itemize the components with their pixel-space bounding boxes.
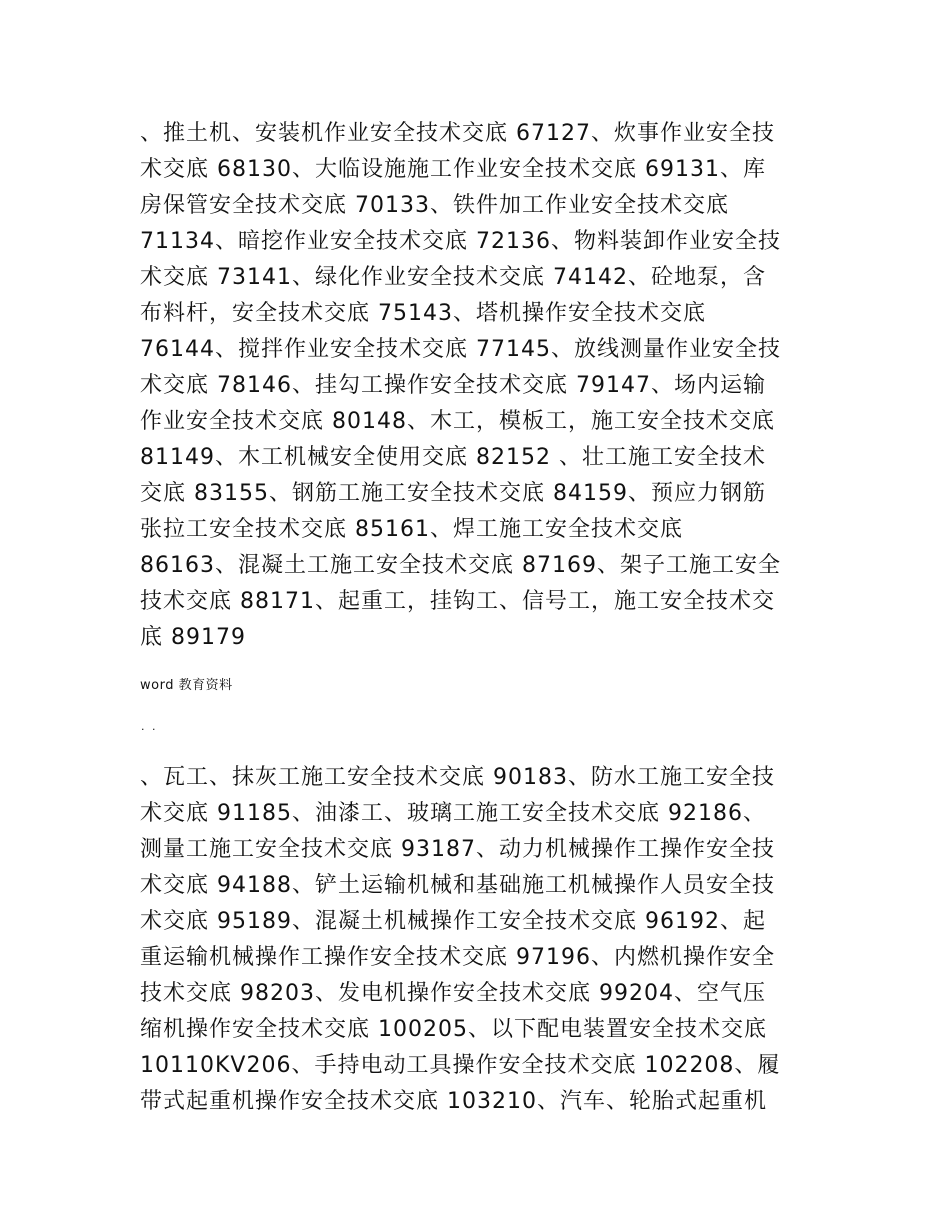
text-line: 、推土机、安装机作业安全技术交底 67127、炊事作业安全技 bbox=[140, 121, 775, 146]
text-line: 86163、混凝土工施工安全技术交底 87169、架子工施工安全 bbox=[140, 553, 781, 578]
text-line: 带式起重机操作安全技术交底 103210、汽车、轮胎式起重机 bbox=[140, 1089, 767, 1114]
text-line: 术交底 91185、油漆工、玻璃工施工安全技术交底 92186、 bbox=[140, 801, 766, 826]
text-line: 交底 83155、钢筋工施工安全技术交底 84159、预应力钢筋 bbox=[140, 481, 766, 506]
text-line: 重运输机械操作工操作安全技术交底 97196、内燃机操作安全 bbox=[140, 945, 775, 970]
text-line: 术交底 95189、混凝土机械操作工安全技术交底 96192、起 bbox=[140, 909, 766, 934]
text-line: 术交底 68130、大临设施施工作业安全技术交底 69131、库 bbox=[140, 157, 766, 182]
text-line: 张拉工安全技术交底 85161、焊工施工安全技术交底 bbox=[140, 517, 683, 542]
text-line: 房保管安全技术交底 70133、铁件加工作业安全技术交底 bbox=[140, 193, 729, 218]
paragraph-1 bbox=[140, 116, 820, 656]
page-marker: . . bbox=[141, 720, 158, 733]
text-line: 71134、暗挖作业安全技术交底 72136、物料装卸作业安全技 bbox=[140, 229, 781, 254]
text-line: 81149、木工机械安全使用交底 82152 、壮工施工安全技术 bbox=[140, 445, 766, 470]
text-line: 技术交底 88171、起重工，挂钩工、信号工，施工安全技术交 bbox=[140, 589, 775, 614]
text-line: 、瓦工、抹灰工施工安全技术交底 90183、防水工施工安全技 bbox=[140, 765, 775, 790]
text-line: 布料杆，安全技术交底 75143、塔机操作安全技术交底 bbox=[140, 301, 706, 326]
text-line: 76144、搅拌作业安全技术交底 77145、放线测量作业安全技 bbox=[140, 337, 781, 362]
text-line: 术交底 78146、挂勾工操作安全技术交底 79147、场内运输 bbox=[140, 373, 766, 398]
text-line: 术交底 94188、铲土运输机械和基础施工机械操作人员安全技 bbox=[140, 873, 775, 898]
text-line: 缩机操作安全技术交底 100205、以下配电装置安全技术交底 bbox=[140, 1017, 767, 1042]
paragraph-2 bbox=[140, 760, 820, 1120]
text-line: 技术交底 98203、发电机操作安全技术交底 99204、空气压 bbox=[140, 981, 766, 1006]
text-line: 术交底 73141、绿化作业安全技术交底 74142、砼地泵，含 bbox=[140, 265, 766, 290]
footer-note: word 教育资料 bbox=[140, 678, 233, 693]
text-line: 10110KV206、手持电动工具操作安全技术交底 102208、履 bbox=[140, 1053, 781, 1078]
text-line: 测量工施工安全技术交底 93187、动力机械操作工操作安全技 bbox=[140, 837, 775, 862]
text-line: 作业安全技术交底 80148、木工，模板工，施工安全技术交底 bbox=[140, 409, 775, 434]
text-line: 底 89179 bbox=[140, 625, 246, 650]
